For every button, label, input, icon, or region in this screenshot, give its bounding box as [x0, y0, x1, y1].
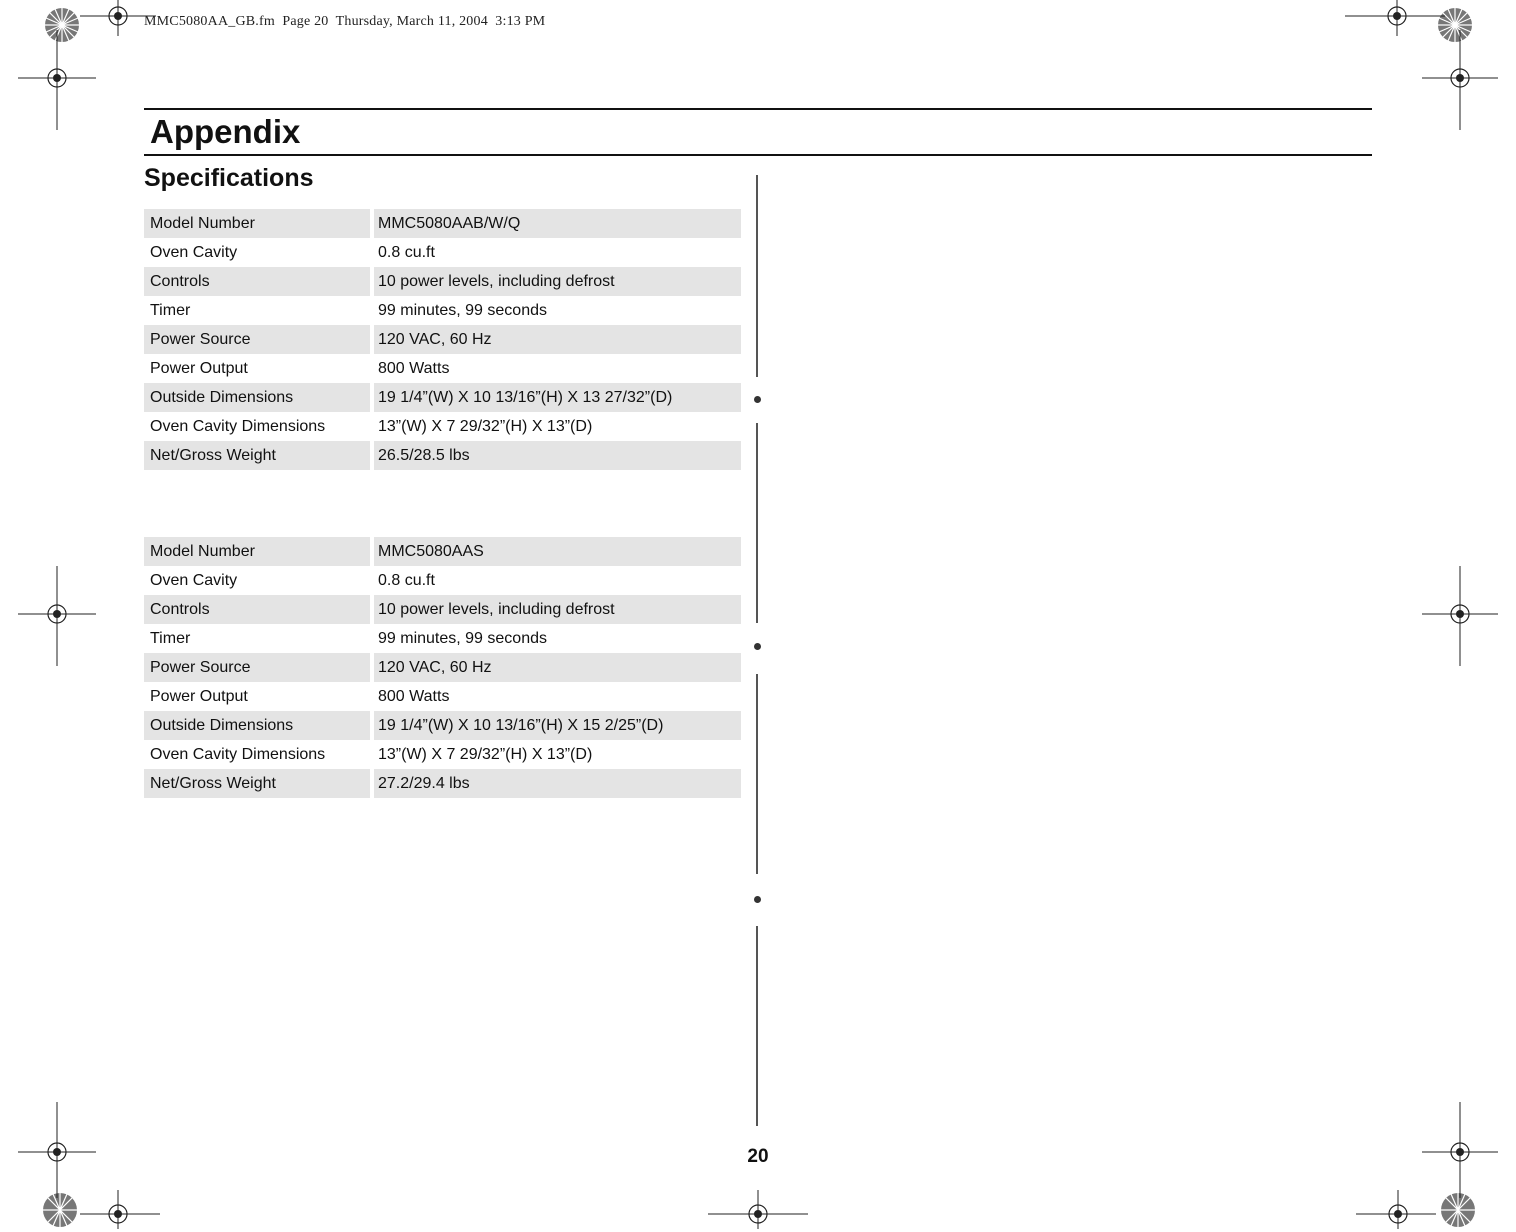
- crosshair-mark-icon: [1422, 30, 1498, 130]
- spec-label: Timer: [150, 629, 191, 647]
- spec-value: 27.2/29.4 lbs: [372, 769, 741, 798]
- spec-label: Oven Cavity Dimensions: [150, 417, 326, 435]
- spec-value: 99 minutes, 99 seconds: [372, 624, 741, 653]
- table-row: [144, 325, 741, 354]
- spec-label: Outside Dimensions: [144, 711, 372, 740]
- spec-value: 19 1/4”(W) X 10 13/16”(H) X 13 27/32”(D): [372, 383, 741, 412]
- spec-label: Power Output: [150, 687, 248, 705]
- table-row: [144, 653, 741, 682]
- spec-label: Oven Cavity Dimensions: [150, 745, 326, 763]
- spec-label: Outside Dimensions: [144, 383, 372, 412]
- spec-value: 800 Watts: [372, 682, 741, 711]
- header-rule-bottom: [144, 154, 1372, 156]
- spec-label: Net/Gross Weight: [144, 441, 372, 470]
- spec-label: Oven Cavity: [150, 571, 238, 589]
- table-row: [144, 441, 741, 470]
- section-title: Specifications: [144, 164, 314, 192]
- spec-value: 120 VAC, 60 Hz: [372, 325, 741, 354]
- spec-label: Model Number: [144, 537, 372, 566]
- table-row: [144, 769, 741, 798]
- binding-line: [756, 674, 758, 874]
- spec-label: Power Source: [144, 325, 372, 354]
- spec-label: Controls: [144, 595, 372, 624]
- table-row: [144, 383, 741, 412]
- crosshair-mark-icon: [18, 566, 96, 666]
- spec-value: 0.8 cu.ft: [372, 566, 741, 595]
- spec-label: Net/Gross Weight: [144, 769, 372, 798]
- header-rule-top: [144, 108, 1372, 110]
- binding-line: [756, 926, 758, 1126]
- spec-value: MMC5080AAS: [372, 537, 741, 566]
- table-row: [144, 267, 741, 296]
- spec-value: 0.8 cu.ft: [372, 238, 741, 267]
- crosshair-mark-icon: [18, 1102, 96, 1198]
- spec-label: Power Source: [144, 653, 372, 682]
- spec-table-1: [144, 209, 741, 470]
- spec-value: 120 VAC, 60 Hz: [372, 653, 741, 682]
- table-row: [144, 595, 741, 624]
- spec-value: MMC5080AAB/W/Q: [372, 209, 741, 238]
- table-row: [144, 209, 741, 238]
- table-row: [144, 711, 741, 740]
- table-row: [144, 354, 741, 383]
- crosshair-mark-icon: [708, 1190, 808, 1229]
- table-row: [144, 566, 741, 595]
- table-row: [144, 624, 741, 653]
- binding-dot-icon: [754, 396, 761, 403]
- binding-dot-icon: [754, 896, 761, 903]
- page-number: 20: [747, 1146, 769, 1167]
- table-row: [144, 682, 741, 711]
- spec-label: Power Output: [150, 359, 248, 377]
- binding-line: [756, 423, 758, 623]
- spec-value: 19 1/4”(W) X 10 13/16”(H) X 15 2/25”(D): [372, 711, 741, 740]
- crosshair-mark-icon: [18, 30, 96, 130]
- crosshair-mark-icon: [1422, 1102, 1498, 1198]
- table-row: [144, 296, 741, 325]
- spec-label: Model Number: [144, 209, 372, 238]
- table-row: [144, 238, 741, 267]
- spec-value: 13”(W) X 7 29/32”(H) X 13”(D): [372, 740, 741, 769]
- spec-value: 10 power levels, including defrost: [372, 595, 741, 624]
- print-header: MMC5080AA_GB.fm Page 20 Thursday, March 11, 2004 3:13 PM: [144, 14, 546, 29]
- spec-label: Controls: [144, 267, 372, 296]
- spec-value: 99 minutes, 99 seconds: [372, 296, 741, 325]
- table-row: [144, 412, 741, 441]
- binding-line: [756, 175, 758, 377]
- table-row: [144, 740, 741, 769]
- spec-label: Timer: [150, 301, 191, 319]
- table-row: [144, 537, 741, 566]
- spec-value: 26.5/28.5 lbs: [372, 441, 741, 470]
- crosshair-mark-icon: [80, 1190, 160, 1229]
- spec-table-2: [144, 537, 741, 798]
- chapter-title: Appendix: [150, 113, 301, 150]
- crosshair-mark-icon: [1422, 566, 1498, 666]
- spec-value: 800 Watts: [372, 354, 741, 383]
- crosshair-mark-icon: [1356, 1190, 1436, 1229]
- spec-label: Oven Cavity: [150, 243, 238, 261]
- binding-dot-icon: [754, 643, 761, 650]
- spec-value: 10 power levels, including defrost: [372, 267, 741, 296]
- spec-value: 13”(W) X 7 29/32”(H) X 13”(D): [372, 412, 741, 441]
